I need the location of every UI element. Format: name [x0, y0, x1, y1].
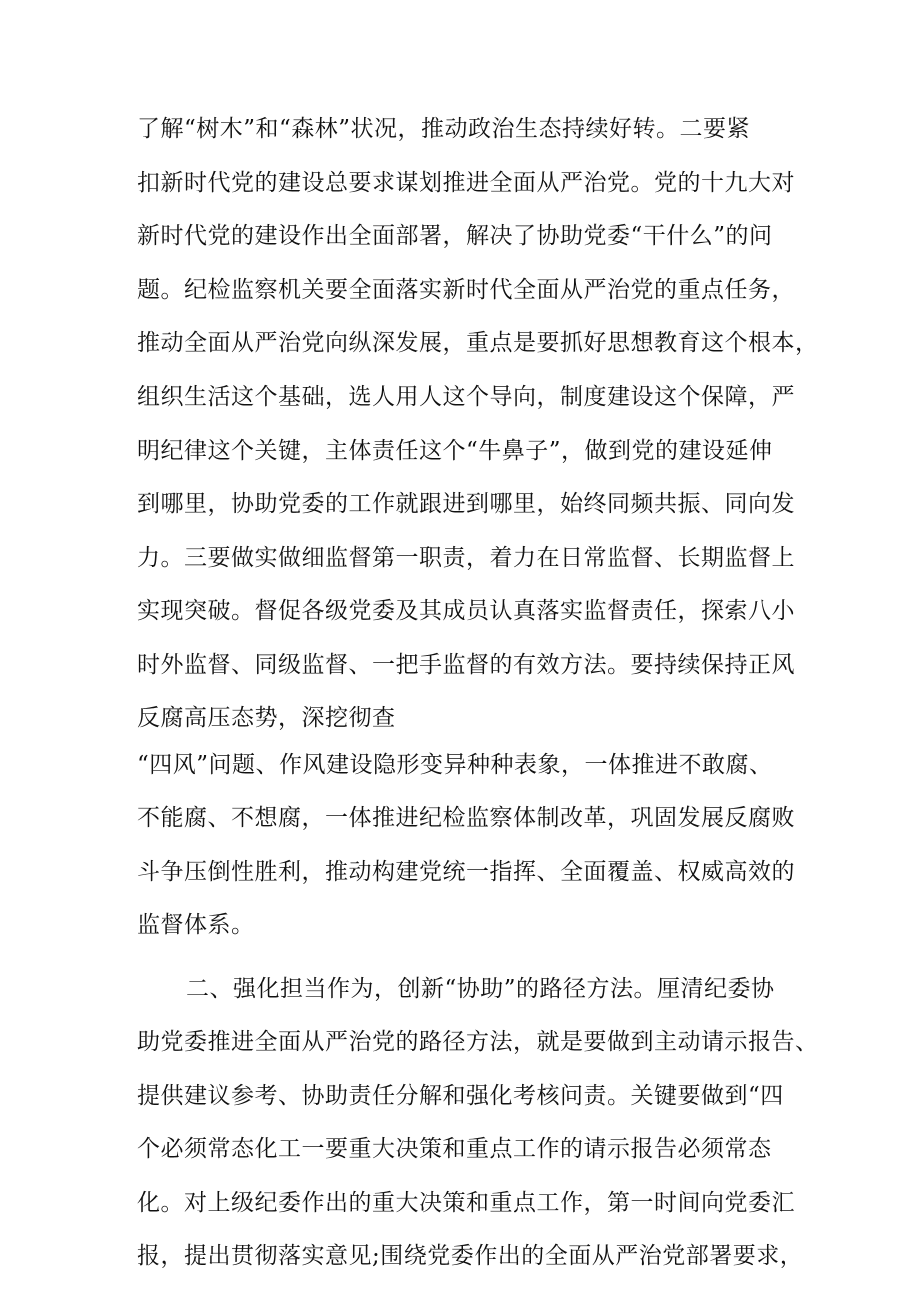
text-line: 助党委推进全面从严治党的路径方法，就是要做到主动请示报告、 [137, 1029, 819, 1055]
text-line: 个必须常态化工一要重大决策和重点工作的请示报告必须常态 [137, 1136, 772, 1162]
text-line: 实现突破。督促各级党委及其成员认真落实监督责任，探索八小 [137, 598, 795, 624]
text-line: 推动全面从严治党向纵深发展，重点是要抓好思想教育这个根本， [137, 330, 819, 356]
text-line: 到哪里，协助党委的工作就跟进到哪里，始终同频共振、同向发 [137, 491, 795, 517]
text-line: 组织生活这个基础，选人用人这个导向，制度建设这个保障，严 [137, 384, 795, 410]
text-line: “四风”问题、作风建设隐形变异种种表象，一体推进不敢腐、 [137, 752, 773, 778]
text-line: 题。纪检监察机关要全面落实新时代全面从严治党的重点任务， [137, 277, 795, 303]
text-line: 斗争压倒性胜利，推动构建党统一指挥、全面覆盖、权威高效的 [137, 859, 795, 885]
text-line: 监督体系。 [137, 912, 255, 938]
text-line: 时外监督、同级监督、一把手监督的有效方法。要持续保持正风 [137, 652, 795, 678]
text-line: 新时代党的建设作出全面部署，解决了协助党委“干什么”的问 [137, 223, 773, 249]
text-line: 明纪律这个关键，主体责任这个“牛鼻子”，做到党的建设延伸 [137, 438, 773, 464]
text-line: 化。对上级纪委作出的重大决策和重点工作，第一时间向党委汇 [137, 1190, 795, 1216]
text-line: 了解“树木”和“森林”状况，推动政治生态持续好转。二要紧 [137, 116, 751, 142]
text-line: 不能腐、不想腐，一体推进纪检监察体制改革，巩固发展反腐败 [137, 805, 795, 831]
text-line: 反腐高压态势，深挖彻查 [137, 705, 396, 731]
text-line: 提供建议参考、协助责任分解和强化考核问责。关键要做到“四 [137, 1083, 784, 1109]
paragraph-first-line: 二、强化担当作为，创新“协助”的路径方法。厘清纪委协 [186, 976, 775, 1002]
text-line: 扣新时代党的建设总要求谋划推进全面从严治党。党的十九大对 [137, 170, 795, 196]
text-line: 力。三要做实做细监督第一职责，着力在日常监督、长期监督上 [137, 545, 795, 571]
text-line: 报，提出贯彻落实意见;围绕党委作出的全面从严治党部署要求， [137, 1243, 804, 1269]
